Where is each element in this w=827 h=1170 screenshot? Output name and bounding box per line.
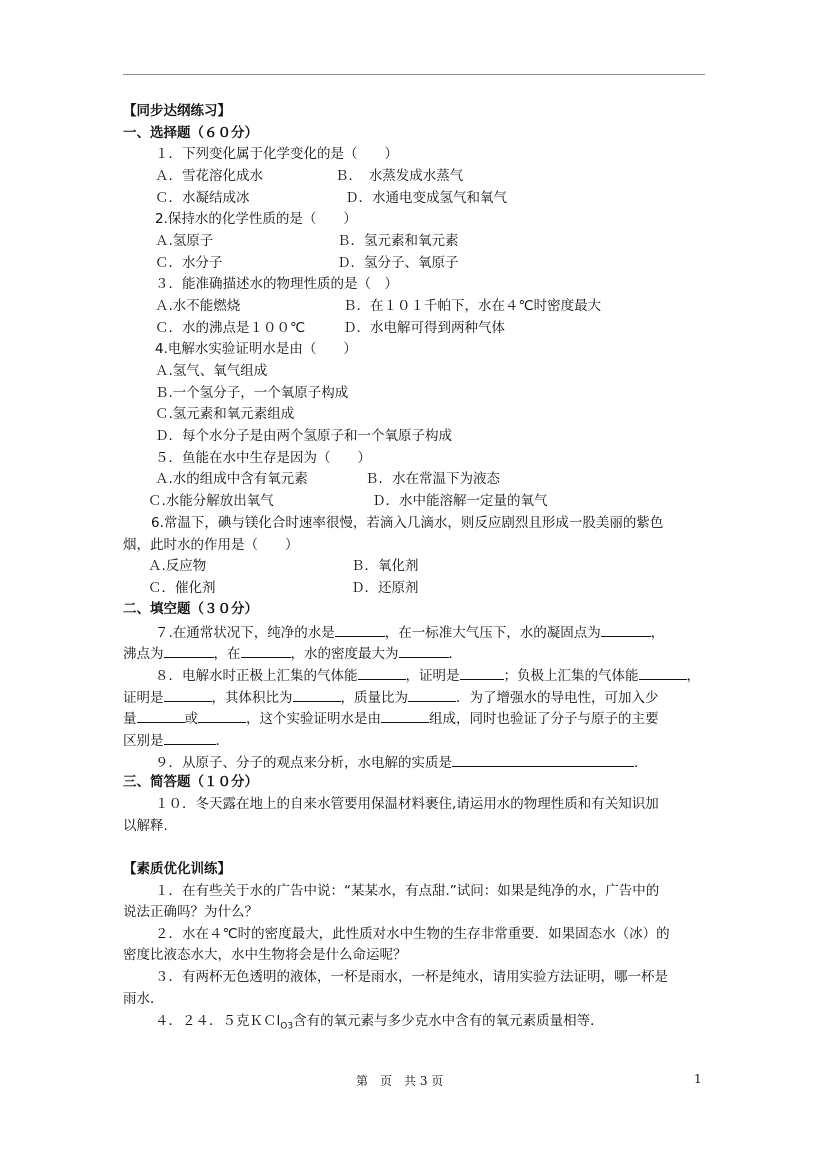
- q3-stem: ３．能准确描述水的物理性质的是（ ）: [155, 276, 398, 292]
- answer-blank[interactable]: [293, 687, 341, 702]
- q6-option-c: Ｃ．催化剂: [148, 580, 216, 596]
- q4-option-b: Ｂ.一个氢分子，一个氧原子构成: [155, 385, 349, 401]
- footer-page-number: 1: [694, 1072, 702, 1086]
- opt-q1-line2: 说法正确吗？为什么？: [123, 904, 258, 920]
- answer-blank[interactable]: [639, 665, 687, 680]
- q7-text-5: ，在: [213, 646, 241, 662]
- q8-text-1: ８．电解水时正极上汇集的气体能: [155, 668, 358, 684]
- q6-stem-line2: 烟，此时水的作用是（ ）: [123, 537, 299, 553]
- q1-stem: １．下列变化属于化学变化的是（ ）: [155, 146, 398, 162]
- section-heading-sync: 【同步达纲练习】: [123, 103, 231, 119]
- answer-blank[interactable]: [408, 687, 456, 702]
- answer-blank[interactable]: [137, 708, 185, 723]
- q7-text-6: ，水的密度最大为: [290, 646, 399, 662]
- q8-text-13: 区别是: [123, 733, 164, 749]
- footer-page-count: 第 页 共 3 页: [356, 1074, 444, 1088]
- answer-blank[interactable]: [358, 665, 406, 680]
- q8-text-12: 组成，同时也验证了分子与原子的主要: [429, 711, 659, 727]
- q2-option-a: Ａ.氢原子: [155, 233, 214, 249]
- q8-text-3: ；负极上汇集的气体能: [503, 668, 639, 684]
- section-title-short-answer: 三、简答题（１０分）: [123, 774, 258, 790]
- q10-line1: １０．冬天露在地上的自来水管要用保温材料裹住,请运用水的物理性质和有关知识加: [155, 796, 659, 812]
- answer-blank[interactable]: [381, 708, 429, 723]
- q8-text-6: ，其体积比为: [211, 690, 293, 706]
- answer-blank[interactable]: [601, 622, 651, 637]
- q8-line4: [123, 730, 229, 748]
- q3-option-c: Ｃ．水的沸点是１００℃: [155, 320, 306, 336]
- q3-option-b: Ｂ．在１０１千帕下，水在４℃时密度最大: [343, 298, 602, 314]
- q7-line2: [123, 643, 462, 661]
- q4-option-c: Ｃ.氢元素和氧元素组成: [155, 406, 295, 422]
- q3-option-a: Ａ.水不能燃烧: [155, 298, 241, 314]
- section-heading-optimize: 【素质优化训练】: [123, 861, 231, 877]
- q8-text-9: 量: [123, 711, 137, 727]
- answer-blank[interactable]: [164, 687, 212, 702]
- q7-text-4: 沸点为: [123, 646, 164, 662]
- q5-option-a: Ａ.水的组成中含有氧元素: [155, 471, 308, 487]
- q1-option-b: Ｂ． 水蒸发成水蒸气: [335, 168, 464, 184]
- q5-option-d: Ｄ．水中能溶解一定量的氧气: [372, 493, 548, 509]
- q9-text-1: ９．从原子、分子的观点来分析，水电解的实质是: [155, 755, 452, 771]
- answer-blank[interactable]: [198, 708, 246, 723]
- q8-text-8: ．为了增强水的导电性，可加入少: [456, 690, 659, 706]
- q2-option-c: Ｃ．水分子: [155, 255, 223, 271]
- q10-line2: 以解释.: [123, 818, 168, 834]
- opt-q2-line1: ２．水在４℃时的密度最大，此性质对水中生物的生存非常重要．如果固态水（冰）的: [155, 926, 670, 942]
- q1-option-a: Ａ．雪花溶化成水: [155, 168, 263, 184]
- answer-blank[interactable]: [460, 665, 504, 680]
- opt-q4-line: [155, 1012, 604, 1030]
- opt-q4-text-2: 含有的氧元素与多少克水中含有的氧元素质量相等．: [293, 1013, 604, 1029]
- q8-text-14: ．: [215, 733, 229, 749]
- opt-q3-line1: ３．有两杯无色透明的液体，一杯是雨水，一杯是纯水，请用实验方法证明，哪一杯是: [155, 969, 668, 985]
- answer-blank[interactable]: [164, 730, 216, 745]
- q8-text-2: ，证明是: [405, 668, 460, 684]
- q7-text-7: ．: [448, 646, 462, 662]
- answer-blank[interactable]: [399, 643, 449, 658]
- q8-line2: [123, 687, 659, 705]
- q3-option-d: Ｄ．水电解可得到两种气体: [343, 320, 505, 336]
- q2-option-d: Ｄ．氢分子、氧原子: [337, 255, 459, 271]
- section-title-choice: 一、选择题（６０分）: [123, 125, 258, 141]
- q8-line3: [123, 708, 659, 726]
- opt-q4-text-1: ４．２４．５克ＫＣl: [155, 1013, 281, 1029]
- answer-blank[interactable]: [335, 622, 385, 637]
- q4-option-a: Ａ.氢气、氧气组成: [155, 363, 268, 379]
- header-rule: [123, 74, 705, 75]
- opt-q3-line2: 雨水．: [123, 991, 164, 1007]
- q8-line1: [155, 665, 700, 683]
- q2-option-b: Ｂ．氢元素和氧元素: [337, 233, 459, 249]
- q6-option-d: Ｄ．还原剂: [351, 580, 419, 596]
- q8-text-5: 证明是: [123, 690, 164, 706]
- q1-option-c: Ｃ．水凝结成冰: [155, 190, 250, 206]
- q5-option-b: Ｂ．水在常温下为液态: [365, 471, 500, 487]
- q7-line1: [155, 622, 664, 640]
- q9-line: [155, 752, 638, 770]
- answer-blank[interactable]: [164, 643, 214, 658]
- section-title-fill: 二、填空题（３０分）: [123, 601, 258, 617]
- opt-q2-line2: 密度比液态水大，水中生物将会是什么命运呢？: [123, 947, 407, 963]
- q6-option-b: Ｂ．氧化剂: [351, 558, 419, 574]
- q1-option-d: Ｄ．水通电变成氢气和氧气: [345, 190, 507, 206]
- q4-stem: 4.电解水实验证明水是由（ ）: [155, 341, 357, 357]
- formula-subscript: O3: [280, 1021, 294, 1032]
- q5-stem: ５．鱼能在水中生存是因为（ ）: [155, 450, 371, 466]
- q8-text-7: ，质量比为: [340, 690, 408, 706]
- q9-text-2: .: [634, 755, 639, 771]
- q6-option-a: Ａ.反应物: [148, 558, 207, 574]
- opt-q1-line1: １．在有些关于水的广告中说：“某某水，有点甜.”试问：如果是纯净的水，广告中的: [155, 883, 660, 899]
- q2-stem: 2.保持水的化学性质的是（ ）: [155, 211, 357, 227]
- answer-blank[interactable]: [452, 752, 634, 767]
- q8-text-11: ，这个实验证明水是由: [246, 711, 381, 727]
- q7-text-2: ，在一标准大气压下，水的凝固点为: [384, 625, 601, 641]
- q7-text-1: ７.在通常状况下，纯净的水是: [155, 625, 335, 641]
- q8-text-4: ，: [686, 668, 700, 684]
- q8-text-10: 或: [184, 711, 198, 727]
- q7-text-3: ，: [650, 625, 665, 641]
- q6-stem-line1: 6.常温下，碘与镁化合时速率很慢，若滴入几滴水，则反应剧烈且形成一股美丽的紫色: [151, 515, 664, 531]
- answer-blank[interactable]: [241, 643, 291, 658]
- q5-option-c: Ｃ.水能分解放出氧气: [148, 493, 274, 509]
- q4-option-d: Ｄ．每个水分子是由两个氢原子和一个氧原子构成: [155, 428, 452, 444]
